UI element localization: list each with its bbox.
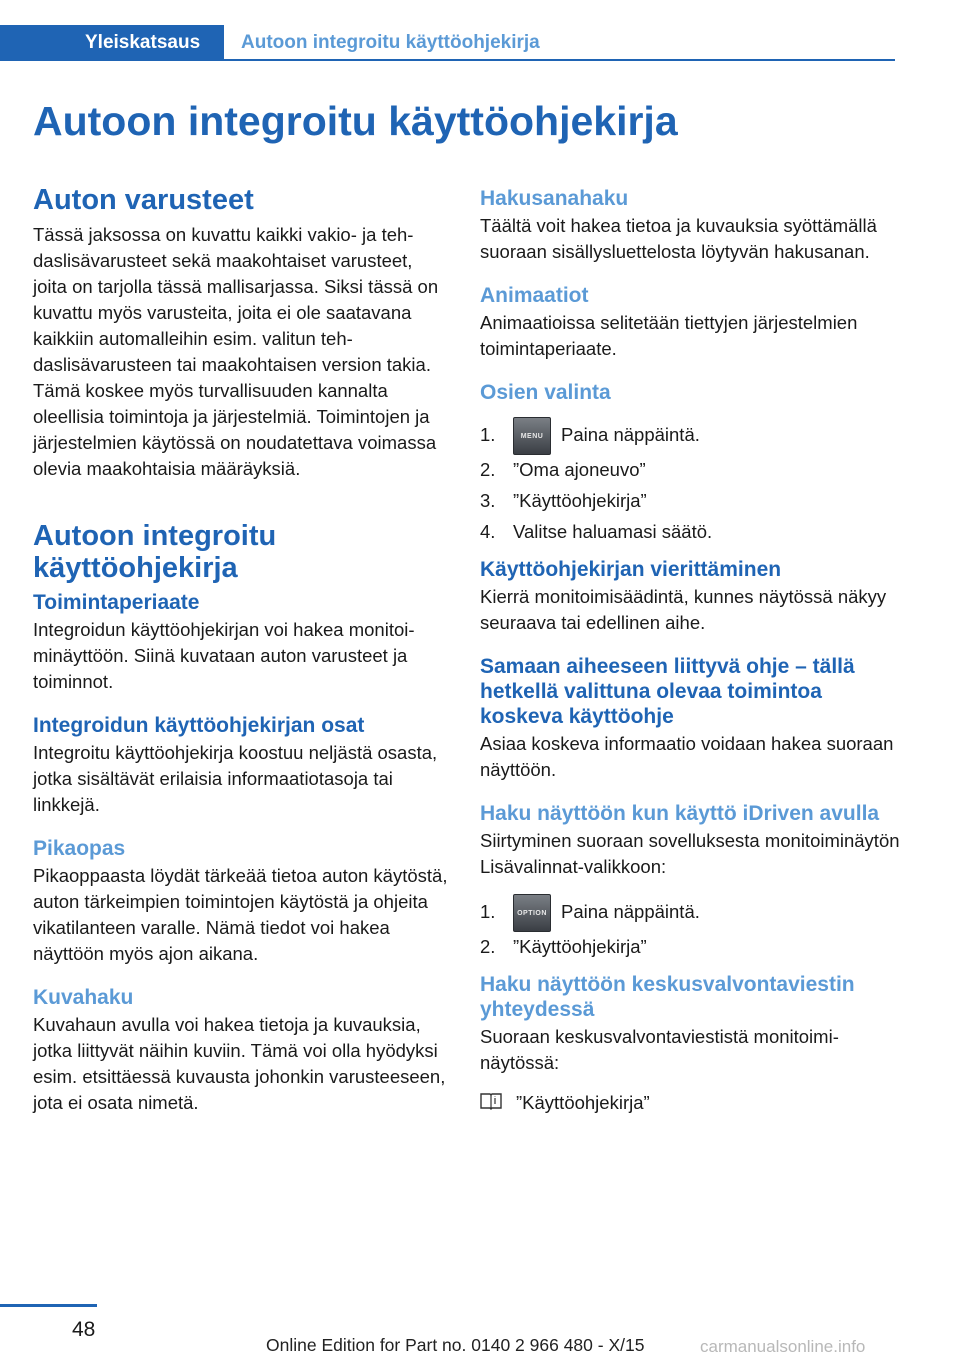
watermark: carmanualsonline.info [700,1337,866,1356]
page-number: 48 [72,1318,96,1341]
heading-hakusanahaku: Hakusanahaku [480,187,629,210]
edition-text: Online Edition for Part no. 0140 2 966 480 - X/15 [266,1335,645,1355]
heading-osat: Integroidun käyttöohjekirjan osat [33,714,365,737]
paragraph-keskusvalvonta: Suoraan keskusvalvontaviestistä monitoiminäytössä: [480,1026,839,1074]
heading-samaan-aiheeseen: Samaan aiheeseen liittyvä ohje – tällä hetkellä valittuna olevaa toimintoa koskeva käyttöohje [480,655,855,729]
heading-toimintaperiaate: Toimintaperiaate [33,591,200,614]
heading-idrive-haku: Haku näyttöön kun käyttö iDriven avulla [480,802,880,826]
paragraph-hakusanahaku: Täältä voit hakea tietoa ja kuvauksia syöttämällä suoraan sisällysluettelosta löytyvän hakusanan. [480,215,877,262]
keskusvalvonta-item: ”Käyttöohjekirja” [480,1090,900,1117]
heading-animaatiot: Animaatiot [480,284,589,307]
book-icon [480,1091,502,1117]
osien-valinta-steps [480,415,900,545]
heading-keskusvalvonta: Haku näyttöön keskusvalvontaviestin yhteydessä [480,973,855,1022]
paragraph-idrive-haku: Siirtyminen suoraan sovelluksesta monitoiminäytön Lisävalinnat-valikkoon: [480,830,900,878]
heading-autoon-integroitu: Autoon integroitu käyttöohjekirja [33,520,277,584]
heading-pikaopas: Pikaopas [33,837,126,860]
list-item: 2. ”Oma ajoneuvo” [480,459,646,481]
breadcrumb[interactable]: Autoon integroitu käyttöohjekirja [241,32,540,53]
list-item: 2. ”Käyttöohjekirja” [480,936,647,958]
page-header [0,25,895,61]
section-tab[interactable]: Yleiskatsaus [0,25,224,61]
heading-vierittaminen: Käyttöohjekirjan vierittäminen [480,558,782,582]
paragraph-vierittaminen: Kierrä monitoimisäädintä, kunnes näytössä näkyy seuraava tai edellinen aihe. [480,586,887,634]
paragraph-samaan-aiheeseen: Asiaa koskeva informaatio voidaan hakea suoraan näyttöön. [480,733,894,781]
header-divider [224,59,895,61]
paragraph-kuvahaku: Kuvahaun avulla voi hakea tietoja ja kuvauksia, jotka liittyvät näihin kuviin. Tämä voi olla hyödyksi esim. etsittäessä kuvausta johonkin varusteeseen, jota ei osata nimetä. [33,1014,446,1113]
paragraph-osat: Integroitu käyttöohjekirja koostuu neljästä osasta, jotka sisältävät erilaisia informaatiotasoja tai linkkejä. [33,742,438,815]
option-button-icon: OPTION [513,894,551,932]
idrive-steps [480,892,900,960]
heading-kuvahaku: Kuvahaku [33,986,134,1009]
heading-auton-varusteet: Auton varusteet [33,184,254,216]
paragraph-auton-varusteet: Tässä jaksossa on kuvattu kaikki vakio- ja tehdaslisävarusteet sekä maakohtaiset varusteet, joita on tarjolla tässä mallisarjassa. Siksi tässä on kuvattu myös varusteita, joita ei ole saatavana kaikkiin automalleihin esim. valitun tehdaslisävarusteen tai maakohtaisen version takia. Tämä koskee myös turvallisuuden kannalta oleellisia toimintoja ja järjestelmiä. Toimintojen ja järjestelmien käytössä on noudatettava voimassa olevia maakohtaisia määräyksiä. [33,224,439,479]
list-item: 1. OPTION Paina näppäintä. [480,892,900,932]
paragraph-toimintaperiaate: Integroidun käyttöohjekirjan voi hakea monitoiminäyttöön. Siinä kuvataan auton varusteet ja toiminnot. [33,619,415,692]
paragraph-pikaopas: Pikaoppaasta löydät tärkeää tietoa auton käytöstä, auton tärkeimpien toimintojen käytöstä ja ohjeita vikatilanteen varalle. Nämä tiedot voi hakea näyttöön myös ajon aikana. [33,865,448,964]
list-item: 3. ”Käyttöohjekirja” [480,490,647,512]
list-item: 4. Valitse haluamasi säätö. [480,521,713,543]
right-column [480,186,900,1117]
menu-button-icon: MENU [513,417,551,455]
page-title: Autoon integroitu käyttöohjekirja [33,98,678,144]
left-column [33,184,451,1134]
paragraph-animaatiot: Animaatioissa selitetään tiettyjen järjestelmien toimintaperiaate. [480,312,858,359]
heading-osien-valinta: Osien valinta [480,381,611,404]
footer-divider [0,1304,97,1307]
list-item: 1. MENU Paina näppäintä. [480,415,900,455]
